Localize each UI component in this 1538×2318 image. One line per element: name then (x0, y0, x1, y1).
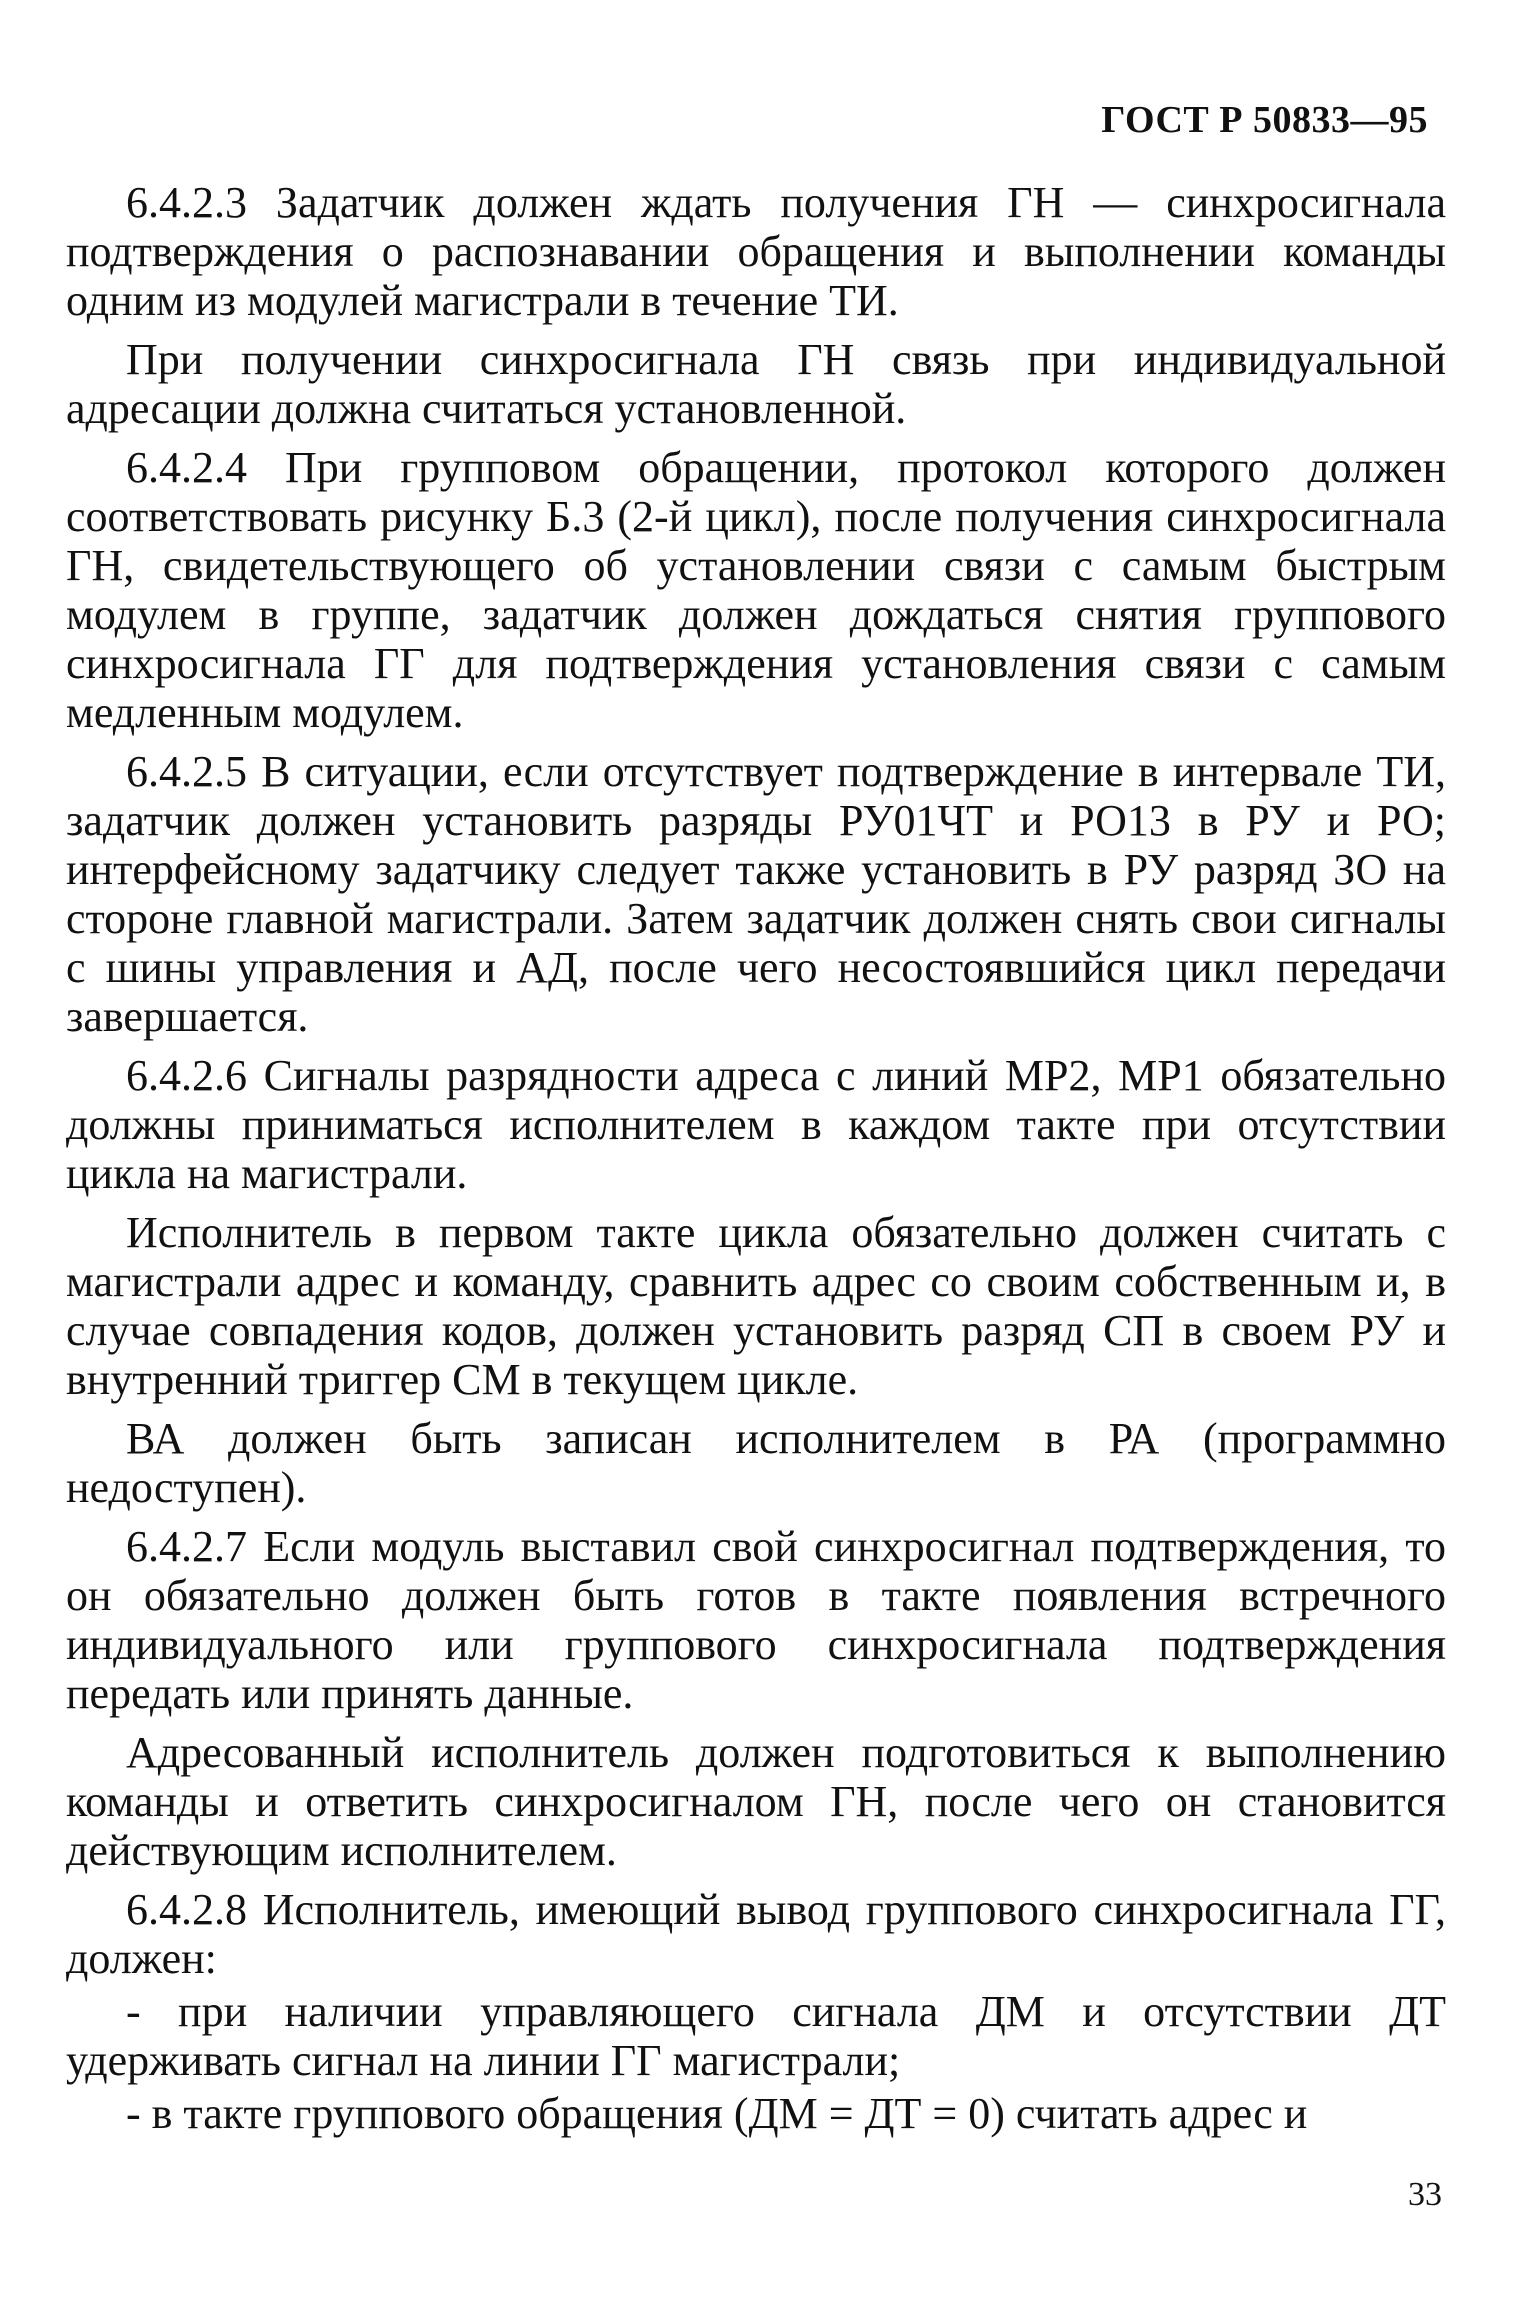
paragraph-6-4-2-5: 6.4.2.5 В ситуации, если отсутствует подтверждение в интервале ТИ, задатчик должен установить разряды РУ01ЧТ и РО13 в РУ и РО; интерфейсному задатчику следует также установить в РУ разряд ЗО на стороне главной магистрали. Затем задатчик должен снять свои сигналы с шины управления и АД, после чего несостоявшийся цикл передачи завершается. (66, 747, 1446, 1041)
paragraph-connection-established: При получении синхросигнала ГН связь при индивидуальной адресации должна считаться установленной. (66, 335, 1446, 433)
paragraph-va-record: ВА должен быть записан исполнителем в РА (программно недоступен). (66, 1414, 1446, 1512)
paragraph-6-4-2-4: 6.4.2.4 При групповом обращении, протокол которого должен соответствовать рисунку Б.3 (2-й цикл), после получения синхросигнала ГН, свидетельствующего об установлении связи с самым быстрым модулем в группе, задатчик должен дождаться снятия группового синхросигнала ГГ для подтверждения установления связи с самым медленным модулем. (66, 443, 1446, 737)
paragraph-6-4-2-3: 6.4.2.3 Задатчик должен ждать получения ГН — синхросигнала подтверждения о распознавании обращения и выполнении команды одним из модулей магистрали в течение ТИ. (66, 178, 1446, 325)
paragraph-6-4-2-7: 6.4.2.7 Если модуль выставил свой синхросигнал подтверждения, то он обязательно должен быть готов в такте появления встречного индивидуального или группового синхросигнала подтверждения передать или принять данные. (66, 1522, 1446, 1718)
list-item-group-access: - в такте группового обращения (ДМ = ДТ = 0) считать адрес и (126, 2089, 1308, 2138)
list-item-hold-gg: - при наличии управляющего сигнала ДМ и отсутствии ДТ удерживать сигнал на линии ГГ магистрали; (66, 1987, 1446, 2085)
body-text (66, 178, 1446, 2142)
standard-header: ГОСТ Р 50833—95 (1101, 99, 1428, 141)
page-number: 33 (1408, 2176, 1442, 2213)
paragraph-addressed-executor: Адресованный исполнитель должен подготовиться к выполнению команды и ответить синхросигналом ГН, после чего он становится действующим исполнителем. (66, 1728, 1446, 1875)
paragraph-executor-first-cycle: Исполнитель в первом такте цикла обязательно должен считать с магистрали адрес и команду, сравнить адрес со своим собственным и, в случае совпадения кодов, должен установить разряд СП в своем РУ и внутренний триггер СМ в текущем цикле. (66, 1208, 1446, 1404)
paragraph-6-4-2-6: 6.4.2.6 Сигналы разрядности адреса с линий МР2, МР1 обязательно должны приниматься исполнителем в каждом такте при отсутствии цикла на магистрали. (66, 1051, 1446, 1198)
paragraph-6-4-2-8: 6.4.2.8 Исполнитель, имеющий вывод группового синхросигнала ГГ, должен: (66, 1885, 1446, 1983)
